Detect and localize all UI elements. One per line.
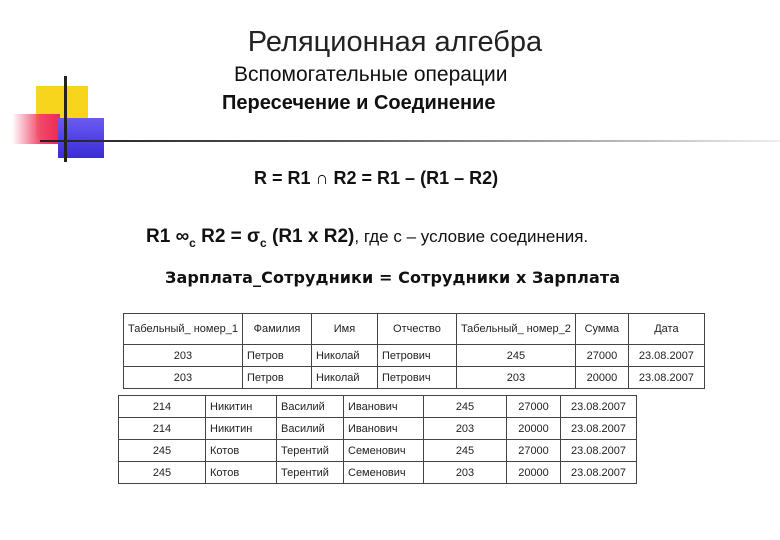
header-name: Имя xyxy=(311,314,377,345)
cell: 203 xyxy=(424,462,507,484)
slide-title: Реляционная алгебра xyxy=(247,26,543,58)
table-row xyxy=(119,440,637,462)
cell: 20000 xyxy=(575,367,628,389)
cell: 27000 xyxy=(575,345,628,367)
cell: Петрович xyxy=(377,367,456,389)
cell: 23.08.2007 xyxy=(561,418,637,440)
result-table-top xyxy=(123,313,705,389)
sigma-subscript: c xyxy=(260,235,267,250)
cell: Котов xyxy=(206,462,277,484)
intersection-formula: R = R1 ∩ R2 = R1 – (R1 – R2) xyxy=(254,168,499,188)
cell: Котов xyxy=(206,440,277,462)
cell: 27000 xyxy=(507,440,561,462)
join-formula xyxy=(146,226,588,250)
cell: Никитин xyxy=(206,396,277,418)
cell: Василий xyxy=(277,396,344,418)
cell: Николай xyxy=(311,367,377,389)
table-row xyxy=(119,462,637,484)
cell: 23.08.2007 xyxy=(561,462,637,484)
cell: Петров xyxy=(242,345,311,367)
join-formula-mid: R2 = xyxy=(195,226,248,247)
cell: 245 xyxy=(456,345,575,367)
slide-subtitle: Вспомогательные операции xyxy=(234,63,508,86)
cell: 27000 xyxy=(507,396,561,418)
cell: 245 xyxy=(424,440,507,462)
header-divider xyxy=(40,140,780,142)
cell: 203 xyxy=(124,345,243,367)
cell: Петров xyxy=(242,367,311,389)
cell: Семенович xyxy=(344,440,424,462)
join-formula-r1: R1 xyxy=(146,226,176,247)
cell: 23.08.2007 xyxy=(561,440,637,462)
cell: 23.08.2007 xyxy=(628,345,704,367)
cell: Никитин xyxy=(206,418,277,440)
cell: Николай xyxy=(311,345,377,367)
table-row xyxy=(119,418,637,440)
table-caption: Зарплата_Сотрудники = Сотрудники х Зарплата xyxy=(165,268,621,287)
table-row xyxy=(119,396,637,418)
cell: 23.08.2007 xyxy=(561,396,637,418)
cell: 20000 xyxy=(507,462,561,484)
join-formula-tail: (R1 x R2) xyxy=(266,226,355,247)
cell: 245 xyxy=(119,440,206,462)
cell: Терентий xyxy=(277,440,344,462)
logo-vertical-line xyxy=(64,76,67,162)
join-symbol: ∞ xyxy=(175,226,190,247)
cell: Иванович xyxy=(344,418,424,440)
table-row xyxy=(124,345,705,367)
header-tab-num-1: Табельный_ номер_1 xyxy=(124,314,243,345)
cell: 214 xyxy=(119,418,206,440)
cell: 203 xyxy=(424,418,507,440)
cell: 23.08.2007 xyxy=(628,367,704,389)
join-formula-note: , где c – условие соединения. xyxy=(354,227,589,246)
table-row xyxy=(124,367,705,389)
header-patronymic: Отчество xyxy=(377,314,456,345)
header-surname: Фамилия xyxy=(242,314,311,345)
header-tab-num-2: Табельный_ номер_2 xyxy=(456,314,575,345)
cell: 20000 xyxy=(507,418,561,440)
cell: 214 xyxy=(119,396,206,418)
slide-subtitle-bold: Пересечение и Соединение xyxy=(222,92,496,114)
table-header-row xyxy=(124,314,705,345)
cell: Петрович xyxy=(377,345,456,367)
cell: Семенович xyxy=(344,462,424,484)
join-subscript: c xyxy=(189,235,196,250)
cell: 203 xyxy=(124,367,243,389)
header-date: Дата xyxy=(628,314,704,345)
sigma-symbol: σ xyxy=(247,226,261,247)
cell: Василий xyxy=(277,418,344,440)
cell: 245 xyxy=(119,462,206,484)
cell: 245 xyxy=(424,396,507,418)
result-table-bottom xyxy=(118,395,637,484)
cell: 203 xyxy=(456,367,575,389)
header-amount: Сумма xyxy=(575,314,628,345)
cell: Терентий xyxy=(277,462,344,484)
cell: Иванович xyxy=(344,396,424,418)
